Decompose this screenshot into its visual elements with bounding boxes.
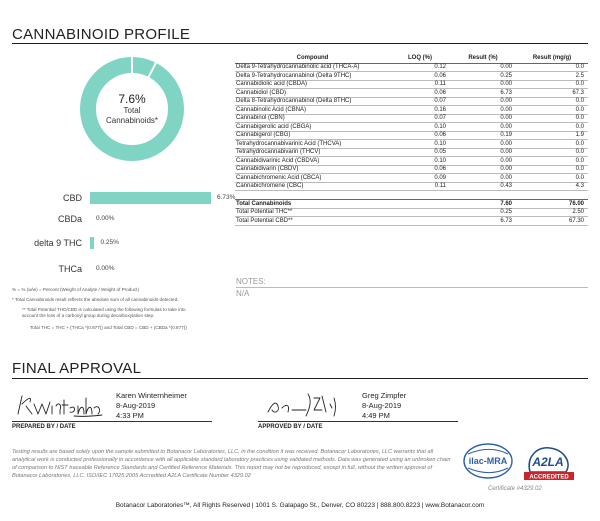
approval-title: FINAL APPROVAL: [12, 360, 142, 377]
result-pct-cell: 0.25: [450, 208, 516, 217]
bar-value: 0.00%: [96, 265, 115, 272]
compound-cell: Cannabidiol (CBD): [235, 89, 390, 98]
header-loq: LOQ (%): [390, 54, 450, 63]
result-pct-cell: 0.00: [450, 148, 516, 157]
loq-cell: 0.12: [390, 63, 450, 72]
table-row: [235, 63, 588, 72]
note-percent: % = % (w/w) = Percent (Weight of Analyte / Weight of Product): [12, 287, 139, 292]
compound-cell: Cannabinolic Acid (CBNA): [235, 106, 390, 115]
loq-cell: 0.06: [390, 72, 450, 81]
ilac-mra-logo: [462, 442, 514, 480]
compound-cell: Cannabidivarin (CBDV): [235, 165, 390, 174]
compound-cell: Cannabinol (CBN): [235, 114, 390, 123]
loq-cell: 0.10: [390, 140, 450, 149]
result-mg-cell: 0.0: [516, 157, 588, 166]
cannabinoid-table: [235, 54, 588, 226]
prepared-date: 8-Aug-2019: [116, 401, 156, 410]
result-mg-cell: 0.0: [516, 148, 588, 157]
compound-cell: Delta 9-Tetrahydrocannabinolic acid (THCA-A): [235, 63, 390, 72]
table-row: [235, 80, 588, 89]
compound-cell: Cannabigerolic acid (CBGA): [235, 123, 390, 132]
result-mg-cell: 1.9: [516, 131, 588, 140]
note-potential-2: account the loss of a carboxyl group during decarboxylation step.: [22, 313, 155, 318]
result-mg-cell: 0.0: [516, 140, 588, 149]
compound-cell: Cannabichromenic Acid (CBCA): [235, 174, 390, 183]
result-mg-cell: 0.0: [516, 80, 588, 89]
approval-divider: [12, 378, 588, 379]
approved-name: Greg Zimpfer: [362, 391, 407, 400]
loq-cell: [390, 217, 450, 226]
loq-cell: 0.07: [390, 97, 450, 106]
result-mg-cell: 0.0: [516, 97, 588, 106]
bar-row: [12, 210, 228, 228]
result-mg-cell: 0.0: [516, 165, 588, 174]
result-pct-cell: 0.00: [450, 123, 516, 132]
bar-label: THCa: [58, 264, 82, 274]
approved-signature-line: [258, 421, 458, 422]
result-mg-cell: 0.0: [516, 63, 588, 72]
bar-fill: [90, 237, 94, 249]
result-pct-cell: 0.00: [450, 80, 516, 89]
table-row: [235, 157, 588, 166]
table-row: [235, 114, 588, 123]
certificate-number: Certificate #4329.02: [488, 486, 542, 492]
table-row: [235, 182, 588, 191]
approved-time: 4:49 PM: [362, 411, 390, 420]
approved-caption: APPROVED BY / DATE: [258, 424, 323, 430]
loq-cell: 0.11: [390, 182, 450, 191]
compound-cell: Total Potential THC**: [235, 208, 390, 217]
bar-row: [12, 189, 236, 207]
compound-cell: Delta 9-Tetrahydrocannabinol (Delta 9THC): [235, 72, 390, 81]
result-mg-cell: 2.50: [516, 208, 588, 217]
result-pct-cell: 6.73: [450, 89, 516, 98]
compound-cell: Total Potential CBD**: [235, 217, 390, 226]
loq-cell: 0.10: [390, 123, 450, 132]
bar-fill: [90, 192, 211, 204]
loq-cell: 0.09: [390, 174, 450, 183]
compound-cell: Tetrahydrocannabivarinic Acid (THCVA): [235, 140, 390, 149]
header-result-mg: Result (mg/g): [516, 54, 588, 63]
compound-cell: Tetrahydrocannabivarin (THCV): [235, 148, 390, 157]
notes-value: N/A: [236, 289, 250, 298]
result-pct-cell: 0.00: [450, 114, 516, 123]
header-result-pct: Result (%): [450, 54, 516, 63]
compound-cell: Cannabidiolic acid (CBDA): [235, 80, 390, 89]
loq-cell: 0.16: [390, 106, 450, 115]
prepared-signature-line: [12, 421, 212, 422]
accredited-text: ACCREDITED: [529, 474, 569, 481]
result-mg-cell: 0.0: [516, 114, 588, 123]
result-pct-cell: 0.00: [450, 106, 516, 115]
result-pct-cell: 0.00: [450, 140, 516, 149]
note-total: * Total Cannabinoids result reflects the absolute sum of all cannabinoids detected.: [12, 297, 179, 302]
table-row: [235, 106, 588, 115]
bar-value: 6.73%: [217, 194, 236, 201]
compound-cell: Delta 8-Tetrahydrocannabinol (Delta 8THC): [235, 97, 390, 106]
spacer-cell: [390, 191, 450, 200]
result-mg-cell: 0.0: [516, 174, 588, 183]
donut-percent: 7.6%: [118, 92, 146, 106]
table-spacer: [235, 191, 588, 200]
result-pct-cell: 0.00: [450, 157, 516, 166]
table-row: [235, 200, 588, 209]
footer-text: Botanacor Laboratories™, All Rights Reserved | 1001 S. Galapago St., Denver, CO 80223 | 888.800.8223 | www.Botanacor.com: [115, 502, 485, 509]
approved-date: 8-Aug-2019: [362, 401, 402, 410]
table-row: [235, 72, 588, 81]
compound-cell: Cannabidivarinic Acid (CBDVA): [235, 157, 390, 166]
loq-cell: 0.07: [390, 114, 450, 123]
result-pct-cell: 0.00: [450, 165, 516, 174]
prepared-caption: PREPARED BY / DATE: [12, 424, 76, 430]
donut-label-line2: Cannabinoids*: [105, 116, 159, 125]
bar-label: CBDa: [57, 214, 82, 224]
bar-label: delta 9 THC: [34, 238, 82, 248]
table-row: [235, 131, 588, 140]
table-row: [235, 123, 588, 132]
table-header-row: [235, 54, 588, 63]
profile-title: CANNABINOID PROFILE: [12, 26, 191, 43]
bar-value: 0.00%: [96, 215, 115, 222]
compound-cell: Cannabigerol (CBG): [235, 131, 390, 140]
loq-cell: 0.10: [390, 157, 450, 166]
spacer-cell: [516, 191, 588, 200]
result-pct-cell: 0.19: [450, 131, 516, 140]
notes-divider: [236, 287, 588, 288]
result-mg-cell: 4.3: [516, 182, 588, 191]
prepared-time: 4:33 PM: [116, 411, 144, 420]
table-row: [235, 140, 588, 149]
header-compound: Compound: [235, 54, 390, 63]
result-pct-cell: 6.73: [450, 217, 516, 226]
loq-cell: [390, 208, 450, 217]
loq-cell: 0.06: [390, 165, 450, 174]
result-pct-cell: 0.43: [450, 182, 516, 191]
loq-cell: 0.11: [390, 80, 450, 89]
bar-row: [12, 234, 228, 252]
table-row: [235, 208, 588, 217]
donut-label-line1: Total: [123, 106, 141, 115]
notes-label: NOTES:: [236, 277, 266, 286]
result-mg-cell: 2.5: [516, 72, 588, 81]
a2la-text: A2LA: [532, 455, 564, 469]
spacer-cell: [235, 191, 390, 200]
profile-divider: [12, 43, 588, 44]
approved-signature: [262, 390, 352, 420]
table-row: [235, 97, 588, 106]
ilac-text: ilac-MRA: [468, 456, 508, 466]
loq-cell: 0.05: [390, 148, 450, 157]
table-row: [235, 165, 588, 174]
bar-row: [12, 260, 228, 278]
loq-cell: [390, 200, 450, 209]
result-mg-cell: 0.0: [516, 106, 588, 115]
result-mg-cell: 67.3: [516, 89, 588, 98]
donut-center: [78, 55, 186, 163]
result-mg-cell: 0.0: [516, 123, 588, 132]
result-pct-cell: 0.00: [450, 63, 516, 72]
result-pct-cell: 0.00: [450, 174, 516, 183]
total-cannabinoids-donut: [78, 55, 186, 163]
result-pct-cell: 7.60: [450, 200, 516, 209]
compound-cell: Cannabichromene (CBC): [235, 182, 390, 191]
compound-cell: Total Cannabinoids: [235, 200, 390, 209]
prepared-name: Karen Winternheimer: [116, 391, 187, 400]
table-row: [235, 148, 588, 157]
loq-cell: 0.06: [390, 89, 450, 98]
loq-cell: 0.06: [390, 131, 450, 140]
table-body: [235, 63, 588, 225]
a2la-logo: [520, 442, 576, 482]
result-pct-cell: 0.00: [450, 97, 516, 106]
bar-label: CBD: [62, 193, 82, 203]
bar-value: 0.25%: [100, 239, 119, 246]
spacer-cell: [450, 191, 516, 200]
table-row: [235, 217, 588, 226]
note-formula: Total THC = THC + (THCa *(0.877)) and Total CBD = CBD + (CBDa *(0.877)): [30, 325, 187, 330]
result-pct-cell: 0.25: [450, 72, 516, 81]
table-row: [235, 174, 588, 183]
result-mg-cell: 67.30: [516, 217, 588, 226]
note-potential-1: ** Total Potential THC/CBD is calculated using the following formulas to take into: [22, 307, 186, 312]
table-row: [235, 89, 588, 98]
disclaimer-text: Testing results are based solely upon the sample submitted to Botanacor Laboratories, LLC, in the condition it was received. Botanacor Laboratories, LLC warrants that all analytical work is conducted professionally in accordance with all applicable standard laboratory practices using validated methods. Data was generated using an unbroken chain of comparison to NIST traceable Reference Standards and Certified Reference Materials. This report may not be reproduced, except in full, without the written approval of Botanacor Laboratories, LLC. ISO/IEC 17025:2005 Accredited A2LA Certificate Number 4329.02: [12, 449, 451, 479]
prepared-signature: [14, 392, 104, 420]
result-mg-cell: 76.00: [516, 200, 588, 209]
